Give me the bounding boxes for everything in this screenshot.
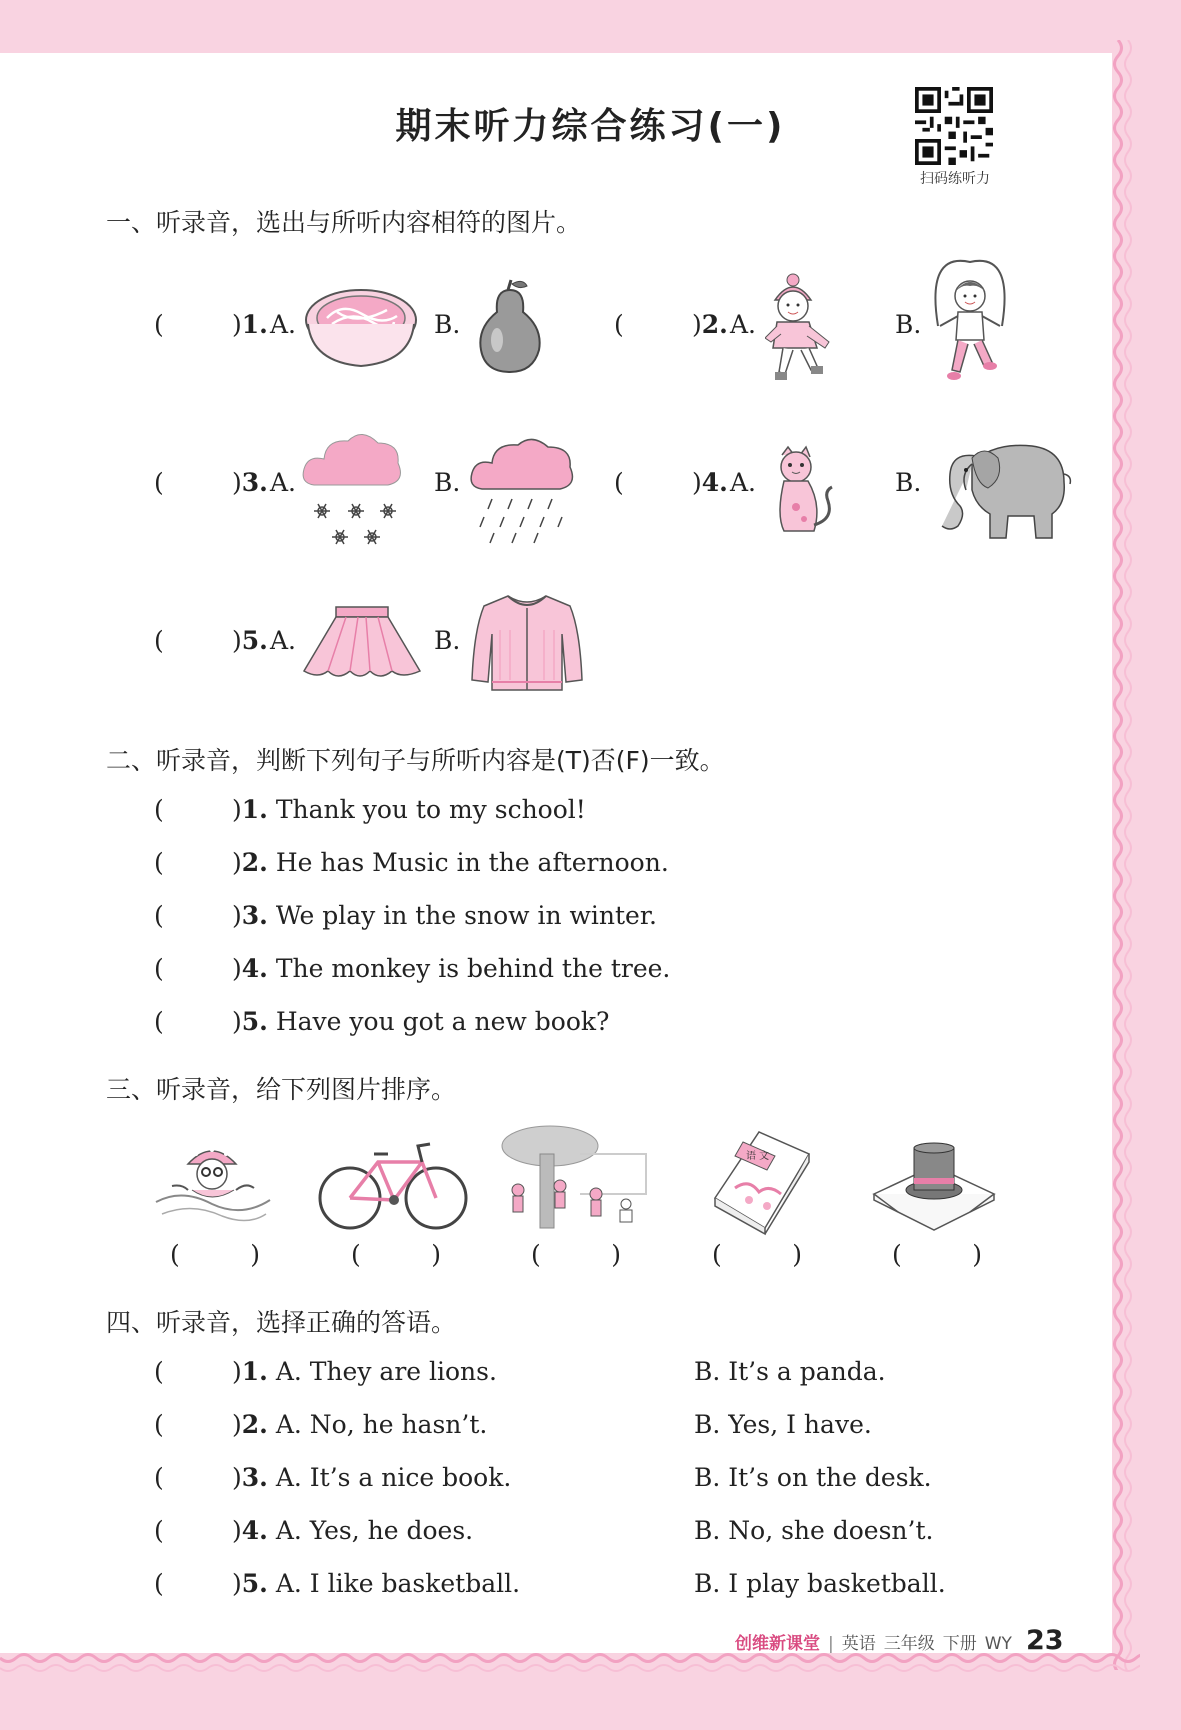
option-a-text: A. They are lions. [275, 1357, 497, 1386]
option-b-label: B. [895, 310, 922, 339]
option-a-text: A. I like basketball. [275, 1569, 521, 1598]
book-title-label: 语 文 [746, 1151, 770, 1162]
statement-text: We play in the snow in winter. [275, 901, 657, 930]
page-title: 期末听力综合练习(一) [395, 106, 786, 147]
option-a-label: A. [730, 310, 757, 339]
item-number: 3. [241, 468, 268, 497]
boy-skipping-rope-icon[interactable] [930, 258, 1010, 396]
wavy-border-right [1108, 40, 1138, 1670]
order-answer-slot[interactable]: ( ) [351, 1240, 441, 1269]
pear-icon[interactable] [475, 278, 545, 374]
s1-item-4[interactable]: ( ) 4. [614, 468, 728, 497]
option-a-label: A. [270, 468, 297, 497]
option-b-text: B. I play basketball. [694, 1569, 946, 1598]
hat-in-box-icon[interactable] [870, 1142, 998, 1234]
grade-label: 三年级 [883, 1634, 935, 1654]
page-number: 23 [1025, 1625, 1064, 1656]
s4-item-3[interactable]: ( ) 3. A. It’s a nice book. [154, 1463, 512, 1492]
statement-text: Thank you to my school! [275, 795, 586, 824]
section-3-heading: 三、听录音，给下列图片排序。 [106, 1075, 457, 1104]
volume-label: 下册 [942, 1634, 977, 1654]
s1-item-1[interactable]: ( ) 1. [154, 310, 268, 339]
s2-item-1[interactable]: ( ) 1. Thank you to my school! [154, 795, 586, 824]
swimming-girl-icon[interactable] [152, 1140, 274, 1225]
section-2-heading: 二、听录音，判断下列句子与所听内容是(T)否(F)一致。 [106, 746, 725, 775]
rain-cloud-icon[interactable] [468, 433, 580, 545]
option-a-label: A. [270, 310, 297, 339]
section-4-heading: 四、听录音，选择正确的答语。 [106, 1308, 457, 1337]
footer-separator: | [828, 1634, 834, 1654]
option-a-text: A. It’s a nice book. [275, 1463, 512, 1492]
option-b-label: B. [434, 468, 461, 497]
cat-icon[interactable] [770, 445, 838, 535]
s1-item-3[interactable]: ( ) 3. [154, 468, 268, 497]
bicycle-icon[interactable] [318, 1138, 468, 1233]
order-answer-slot[interactable]: ( ) [531, 1240, 621, 1269]
s1-item-5[interactable]: ( ) 5. [154, 626, 268, 655]
sweater-icon[interactable] [470, 590, 585, 695]
option-b-label: B. [434, 626, 461, 655]
s1-item-2[interactable]: ( ) 2. [614, 310, 728, 339]
s2-item-5[interactable]: ( ) 5. Have you got a new book? [154, 1007, 610, 1036]
option-b-text: B. It’s on the desk. [694, 1463, 932, 1492]
s4-item-1[interactable]: ( ) 1. A. They are lions. [154, 1357, 497, 1386]
option-b-label: B. [895, 468, 922, 497]
girl-in-winter-clothes-icon[interactable] [765, 272, 840, 392]
item-number: 5. [241, 626, 268, 655]
subject-label: 英语 [841, 1634, 876, 1654]
chinese-book-icon[interactable] [705, 1128, 813, 1236]
skirt-icon[interactable] [302, 605, 422, 681]
option-b-text: B. It’s a panda. [694, 1357, 886, 1386]
order-answer-slot[interactable]: ( ) [712, 1240, 802, 1269]
s4-item-2[interactable]: ( ) 2. A. No, he hasn’t. [154, 1410, 488, 1439]
option-a-text: A. No, he hasn’t. [275, 1410, 488, 1439]
statement-text: The monkey is behind the tree. [275, 954, 671, 983]
page-footer [735, 1625, 1064, 1656]
qr-code-icon[interactable] [915, 87, 993, 165]
elephant-icon[interactable] [932, 434, 1072, 544]
edition-label: WY [984, 1634, 1012, 1654]
option-a-label: A. [730, 468, 757, 497]
option-b-text: B. No, she doesn’t. [694, 1516, 934, 1545]
qr-caption: 扫码练听力 [920, 171, 990, 187]
statement-text: He has Music in the afternoon. [275, 848, 669, 877]
bowl-of-noodles-icon[interactable] [302, 280, 420, 375]
item-number: 1. [241, 310, 268, 339]
s2-item-2[interactable]: ( ) 2. He has Music in the afternoon. [154, 848, 669, 877]
s4-item-5[interactable]: ( ) 5. A. I like basketball. [154, 1569, 521, 1598]
option-a-text: A. Yes, he does. [275, 1516, 474, 1545]
statement-text: Have you got a new book? [275, 1007, 610, 1036]
option-a-label: A. [270, 626, 297, 655]
option-b-text: B. Yes, I have. [694, 1410, 872, 1439]
item-number: 4. [701, 468, 728, 497]
children-under-tree-icon[interactable] [500, 1124, 648, 1232]
order-answer-slot[interactable]: ( ) [892, 1240, 982, 1269]
option-b-label: B. [434, 310, 461, 339]
brand-name: 创维新课堂 [735, 1634, 820, 1654]
section-1-heading: 一、听录音，选出与所听内容相符的图片。 [106, 208, 582, 237]
snow-cloud-icon[interactable] [300, 425, 405, 550]
s4-item-4[interactable]: ( ) 4. A. Yes, he does. [154, 1516, 474, 1545]
order-answer-slot[interactable]: ( ) [170, 1240, 260, 1269]
s2-item-3[interactable]: ( ) 3. We play in the snow in winter. [154, 901, 657, 930]
item-number: 2. [701, 310, 728, 339]
s2-item-4[interactable]: ( ) 4. The monkey is behind the tree. [154, 954, 671, 983]
